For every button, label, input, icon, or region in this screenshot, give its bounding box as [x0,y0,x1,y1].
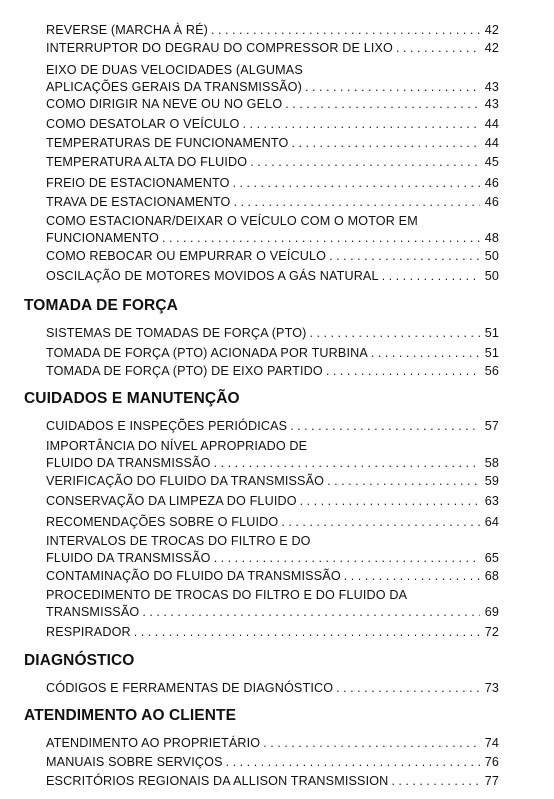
toc-entry-page-number: 72 [484,625,499,639]
dot-leader [344,568,480,585]
toc-entry-page-number: 45 [484,155,499,169]
toc-entry-label: RESPIRADOR [46,625,131,639]
toc-entry[interactable] [46,40,499,57]
dot-leader [290,418,480,435]
toc-entry[interactable] [46,680,499,697]
toc-entry-label: FUNCIONAMENTO [46,231,159,245]
toc-entry[interactable] [46,213,499,247]
dot-leader [326,363,480,380]
toc-entry-line [46,194,499,211]
toc-entry[interactable] [46,418,499,435]
toc-entry-line [46,175,499,192]
dot-leader [329,248,480,265]
toc-entry-page-number: 57 [484,419,499,433]
toc-entry-line [46,568,499,585]
toc-entry-label: TOMADA DE FORÇA (PTO) DE EIXO PARTIDO [46,364,323,378]
toc-entry-page-number: 43 [484,97,499,111]
toc-entry-line [46,624,499,641]
toc-entry-line [46,604,499,621]
toc-entry-label: CUIDADOS E INSPEÇÕES PERIÓDICAS [46,419,288,433]
toc-entry-page-number: 68 [484,569,499,583]
toc-entry-label-line1: INTERVALOS DE TROCAS DO FILTRO E DO [46,534,311,548]
dot-leader [250,154,480,171]
dot-leader [285,96,480,113]
toc-entry-label: ESCRITÓRIOS REGIONAIS DA ALLISON TRANSMISSION [46,774,389,788]
toc-entry-label: INTERRUPTOR DO DEGRAU DO COMPRESSOR DE LIXO [46,41,393,55]
toc-entry-page-number: 46 [484,176,499,190]
toc-entry-line [46,735,499,752]
toc-entry[interactable] [46,268,499,285]
dot-leader [300,493,480,510]
dot-leader [391,773,480,790]
toc-entry[interactable] [46,325,499,342]
toc-entry-line [46,754,499,771]
toc-entry[interactable] [46,735,499,752]
toc-entry[interactable] [46,533,499,567]
toc-entry-page-number: 74 [484,736,499,750]
dot-leader [396,40,480,57]
toc-entry-label: VERIFICAÇÃO DO FLUIDO DA TRANSMISSÃO [46,474,325,488]
toc-entry[interactable] [46,116,499,133]
dot-leader [371,345,480,362]
toc-entry[interactable] [46,754,499,771]
toc-entry-page-number: 65 [484,551,499,565]
toc-entry-page-number: 51 [484,346,499,360]
toc-entry-line [46,116,499,133]
toc-entry-label: TEMPERATURAS DE FUNCIONAMENTO [46,136,289,150]
toc-entry-label: CONTAMINAÇÃO DO FLUIDO DA TRANSMISSÃO [46,569,341,583]
toc-entry-label: RECOMENDAÇÕES SOBRE O FLUIDO [46,515,279,529]
toc-entry-label: TRANSMISSÃO [46,605,140,619]
dot-leader [327,473,480,490]
toc-entry-label-line1: PROCEDIMENTO DE TROCAS DO FILTRO E DO FLUIDO DA [46,588,408,602]
toc-entry-label-line1: EIXO DE DUAS VELOCIDADES (ALGUMAS [46,63,303,77]
toc-entry-page-number: 42 [484,23,499,37]
toc-entry[interactable] [46,438,499,472]
toc-entry-label: FLUIDO DA TRANSMISSÃO [46,551,211,565]
toc-entry-page-number: 56 [484,364,499,378]
toc-entry-line [46,79,499,96]
toc-entry[interactable] [46,22,499,39]
toc-entry-label: TOMADA DE FORÇA (PTO) ACIONADA POR TURBINA [46,346,368,360]
toc-entry[interactable] [46,175,499,192]
toc-entry-line [46,473,499,490]
dot-leader [281,514,480,531]
toc-entry-page-number: 43 [484,80,499,94]
toc-entry-line [46,550,499,567]
toc-entry-label-line1: COMO ESTACIONAR/DEIXAR O VEÍCULO COM O MOTOR EM [46,214,418,228]
toc-entry-label: CÓDIGOS E FERRAMENTAS DE DIAGNÓSTICO [46,681,334,695]
toc-entry-line [46,22,499,39]
toc-entry[interactable] [46,363,499,380]
toc-entry[interactable] [46,154,499,171]
toc-entry-label: COMO DESATOLAR O VEÍCULO [46,117,240,131]
section-title-diagnostico: DIAGNÓSTICO [24,652,135,669]
dot-leader [162,230,480,247]
toc-entry-page-number: 69 [484,605,499,619]
dot-leader [134,624,480,641]
toc-entry-label: APLICAÇÕES GERAIS DA TRANSMISSÃO) [46,80,302,94]
dot-leader [305,79,480,96]
toc-entry-page-number: 44 [484,136,499,150]
dot-leader [233,175,480,192]
dot-leader [242,116,480,133]
toc-entry-label: TEMPERATURA ALTA DO FLUIDO [46,155,248,169]
toc-entry-page-number: 50 [484,269,499,283]
toc-entry[interactable] [46,568,499,585]
toc-entry-label: COMO REBOCAR OU EMPURRAR O VEÍCULO [46,249,327,263]
toc-entry[interactable] [46,135,499,152]
toc-entry-label: MANUAIS SOBRE SERVIÇOS [46,755,223,769]
toc-entry[interactable] [46,345,499,362]
toc-entry-page-number: 76 [484,755,499,769]
toc-entry[interactable] [46,493,499,510]
section-title-atendimento: ATENDIMENTO AO CLIENTE [24,707,237,724]
toc-entry-page-number: 58 [484,456,499,470]
toc-entry-line [46,455,499,472]
toc-entry-page-number: 50 [484,249,499,263]
toc-entry-line [46,514,499,531]
toc-entry-page-number: 73 [484,681,499,695]
toc-entry-line [46,680,499,697]
toc-entry-line [46,363,499,380]
toc-entry-line [46,493,499,510]
toc-entry-page-number: 59 [484,474,499,488]
toc-entry[interactable] [46,248,499,265]
toc-entry-page-number: 48 [484,231,499,245]
dot-leader [263,735,480,752]
toc-entry-page-number: 63 [484,494,499,508]
toc-entry-line [46,40,499,57]
dot-leader [233,194,480,211]
dot-leader [382,268,480,285]
toc-entry-label: ATENDIMENTO AO PROPRIETÁRIO [46,736,261,750]
toc-entry[interactable] [46,514,499,531]
toc-entry-page-number: 46 [484,195,499,209]
toc-entry-line [46,325,499,342]
toc-entry-page-number: 42 [484,41,499,55]
toc-entry-line [46,230,499,247]
toc-entry-page-number: 77 [484,774,499,788]
toc-entry[interactable] [46,473,499,490]
toc-entry-page-number: 51 [484,326,499,340]
toc-entry-line [46,345,499,362]
dot-leader [214,550,480,567]
toc-entry-line [46,96,499,113]
toc-entry-label: REVERSE (MARCHA À RÉ) [46,23,208,37]
section-title-cuidados: CUIDADOS E MANUTENÇÃO [24,390,240,407]
toc-entry-label: COMO DIRIGIR NA NEVE OU NO GELO [46,97,283,111]
toc-entry-label: CONSERVAÇÃO DA LIMPEZA DO FLUIDO [46,494,297,508]
toc-entry-label: OSCILAÇÃO DE MOTORES MOVIDOS A GÁS NATURAL [46,269,379,283]
toc-entry-line [46,154,499,171]
toc-entry-label: TRAVA DE ESTACIONAMENTO [46,195,231,209]
dot-leader [310,325,480,342]
toc-entry-page-number: 64 [484,515,499,529]
toc-entry-line [46,135,499,152]
toc-entry[interactable] [46,96,499,113]
dot-leader [211,22,480,39]
toc-entry-label: SISTEMAS DE TOMADAS DE FORÇA (PTO) [46,326,307,340]
toc-entry[interactable] [46,587,499,621]
dot-leader [336,680,480,697]
toc-entry-label-line1: IMPORTÂNCIA DO NÍVEL APROPRIADO DE [46,439,308,453]
toc-entry-line [46,418,499,435]
toc-entry-label: FREIO DE ESTACIONAMENTO [46,176,230,190]
dot-leader [142,604,480,621]
dot-leader [214,455,480,472]
toc-entry[interactable] [46,624,499,641]
dot-leader [226,754,480,771]
toc-entry-line [46,268,499,285]
toc-entry[interactable] [46,194,499,211]
section-title-tomada: TOMADA DE FORÇA [24,297,178,314]
toc-entry-line [46,773,499,790]
toc-entry-label: FLUIDO DA TRANSMISSÃO [46,456,211,470]
toc-entry[interactable] [46,773,499,790]
toc-entry-page-number: 44 [484,117,499,131]
toc-entry-line [46,248,499,265]
dot-leader [291,135,480,152]
toc-entry[interactable] [46,62,499,96]
